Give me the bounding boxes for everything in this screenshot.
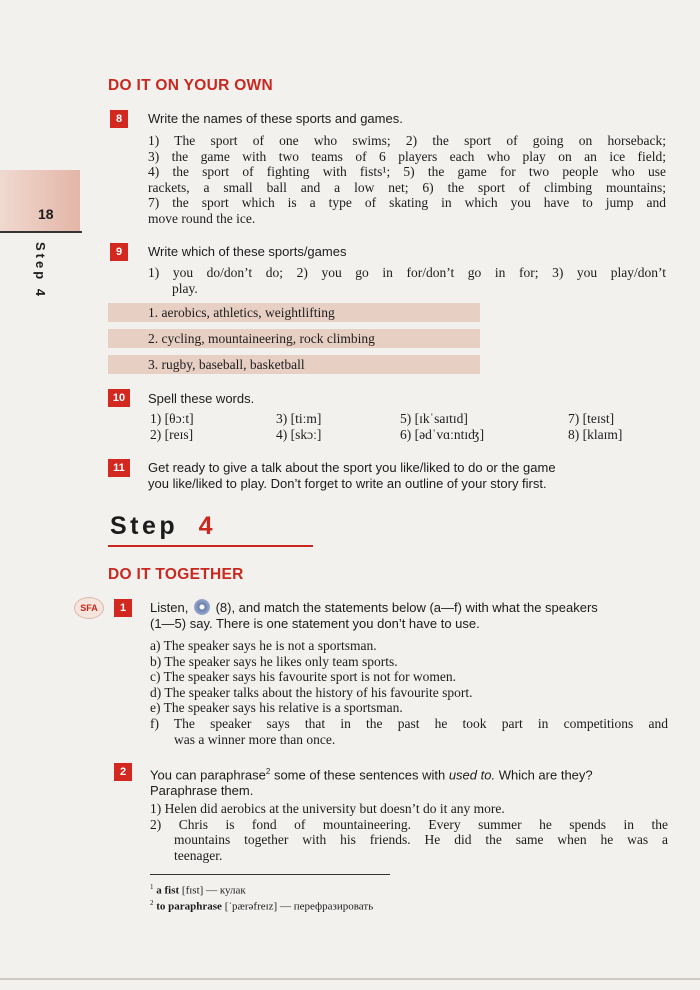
text-line: 7) the sport which is a type of skating in which you have to jump and xyxy=(148,195,666,211)
text-part: Which are they? xyxy=(495,767,593,783)
step-word: Step xyxy=(110,512,179,540)
footnote-1-ipa: [fɪst] xyxy=(181,884,204,897)
text-line: 3) the game with two teams of 6 players each who play on an ice field; xyxy=(148,148,666,164)
side-step-label: Step 4 xyxy=(33,242,48,300)
text-line: 1) you do/don’t do; 2) you go in for/don’t go in for; 3) you play/don’t xyxy=(148,265,666,280)
statement: a) The speaker says he is not a sportsman. xyxy=(150,638,377,653)
text-part: used to. xyxy=(448,767,496,783)
exercise-8-text xyxy=(148,133,666,227)
sports-group-2: 2. cycling, mountaineering, rock climbing xyxy=(108,329,480,348)
text-line: play. xyxy=(172,280,198,296)
page-tab-line xyxy=(0,231,82,233)
exercise-9-number: 9 xyxy=(110,243,128,261)
page-bottom-edge xyxy=(0,978,700,980)
text-line: Paraphrase them. xyxy=(150,783,254,799)
page-number: 18 xyxy=(38,206,54,222)
statement: was a winner more than once. xyxy=(174,731,336,747)
footnote-1-term: a fist xyxy=(156,884,180,897)
exercise-1-instruction xyxy=(150,599,668,632)
section-heading-own: DO IT ON YOUR OWN xyxy=(108,77,273,94)
text-line: rackets, a small ball and a low net; 6) the sport of climbing mountains; xyxy=(148,179,666,195)
section-heading-together: DO IT TOGETHER xyxy=(108,566,244,583)
exercise-11-number: 11 xyxy=(108,459,130,477)
exercise-9-text xyxy=(148,265,666,296)
text-line: Get ready to give a talk about the sport you like/liked to do or the game xyxy=(148,460,556,475)
audio-disc-icon[interactable] xyxy=(194,599,210,615)
exercise-1-number: 1 xyxy=(114,599,132,617)
statement: f) The speaker says that in the past he took part in competitions and xyxy=(150,715,668,731)
statement: d) The speaker talks about the history of his favourite sport. xyxy=(150,684,473,700)
ipa-word-5: 5) [ɪkˈsaɪtɪd] xyxy=(400,411,468,426)
ipa-word-3: 3) [tiːm] xyxy=(276,411,322,426)
statement: e) The speaker says his relative is a sportsman. xyxy=(150,700,403,716)
sfa-icon: SFA xyxy=(74,597,104,619)
sentence: mountains together with his friends. He did the same when he was a xyxy=(174,832,668,848)
text-part: You can paraphrase xyxy=(150,767,266,783)
footnote-divider xyxy=(150,874,390,875)
text-line: 1) The sport of one who swims; 2) the sport of going on horseback; xyxy=(148,133,666,148)
ipa-word-6: 6) [ədˈvɑːntɪʤ] xyxy=(400,427,485,442)
exercise-1-statements xyxy=(150,638,668,747)
ipa-word-8: 8) [klaɪm] xyxy=(568,427,623,442)
text-line: 4) the sport of fighting with fists¹; 5) the game for two people who use xyxy=(148,164,666,180)
text-part: some of these sentences with xyxy=(270,767,449,783)
text-part: Listen, xyxy=(150,600,189,615)
exercise-10-instruction: Spell these words. xyxy=(148,391,255,406)
exercise-8-number: 8 xyxy=(110,110,128,128)
ipa-word-1: 1) [θɔːt] xyxy=(150,411,194,426)
footnote-2-term: to paraphrase xyxy=(156,900,222,913)
step-underline xyxy=(108,545,313,547)
text-part: (8), and match the statements below (a—f) with what the speakers xyxy=(215,600,598,615)
exercise-10-number: 10 xyxy=(108,389,130,407)
exercise-2-sentences xyxy=(150,801,668,863)
sentence: 2) Chris is fond of mountaineering. Every summer he spends in the xyxy=(150,816,668,832)
exercise-11-text xyxy=(148,460,668,492)
sentence: teenager. xyxy=(174,847,223,863)
ipa-word-4: 4) [skɔː] xyxy=(276,427,322,442)
text-line: (1—5) say. There is one statement you don’t have to use. xyxy=(150,616,480,631)
statement: c) The speaker says his favourite sport is not for women. xyxy=(150,669,457,685)
exercise-9-instruction: Write which of these sports/games xyxy=(148,244,347,259)
sports-group-1: 1. aerobics, athletics, weightlifting xyxy=(108,303,480,322)
sentence: 1) Helen did aerobics at the university but doesn’t do it any more. xyxy=(150,801,505,816)
step-heading xyxy=(110,512,216,541)
statement: b) The speaker says he likes only team sports. xyxy=(150,653,398,669)
footnote-2-number: 2 xyxy=(150,899,154,907)
exercise-8-instruction: Write the names of these sports and games. xyxy=(148,111,403,126)
text-line: move round the ice. xyxy=(148,210,256,226)
footnote-2 xyxy=(150,896,373,914)
page-tab xyxy=(0,170,80,232)
exercise-2-instruction xyxy=(150,764,670,799)
ipa-word-2: 2) [reɪs] xyxy=(150,427,194,442)
ipa-word-7: 7) [teɪst] xyxy=(568,411,615,426)
step-number: 4 xyxy=(198,512,217,540)
footnote-2-ipa: [ˈpærəfreɪz] xyxy=(224,900,278,913)
footnote-2-translation: — перефразировать xyxy=(279,900,374,913)
sports-group-3: 3. rugby, baseball, basketball xyxy=(108,355,480,374)
text-line: you like/liked to play. Don’t forget to write an outline of your story first. xyxy=(148,476,547,491)
footnote-1-number: 1 xyxy=(150,883,154,891)
footnote-1 xyxy=(150,880,246,898)
footnote-1-translation: — кулак xyxy=(206,884,246,897)
footnote-ref: 2 xyxy=(265,767,271,776)
exercise-2-number: 2 xyxy=(114,763,132,781)
